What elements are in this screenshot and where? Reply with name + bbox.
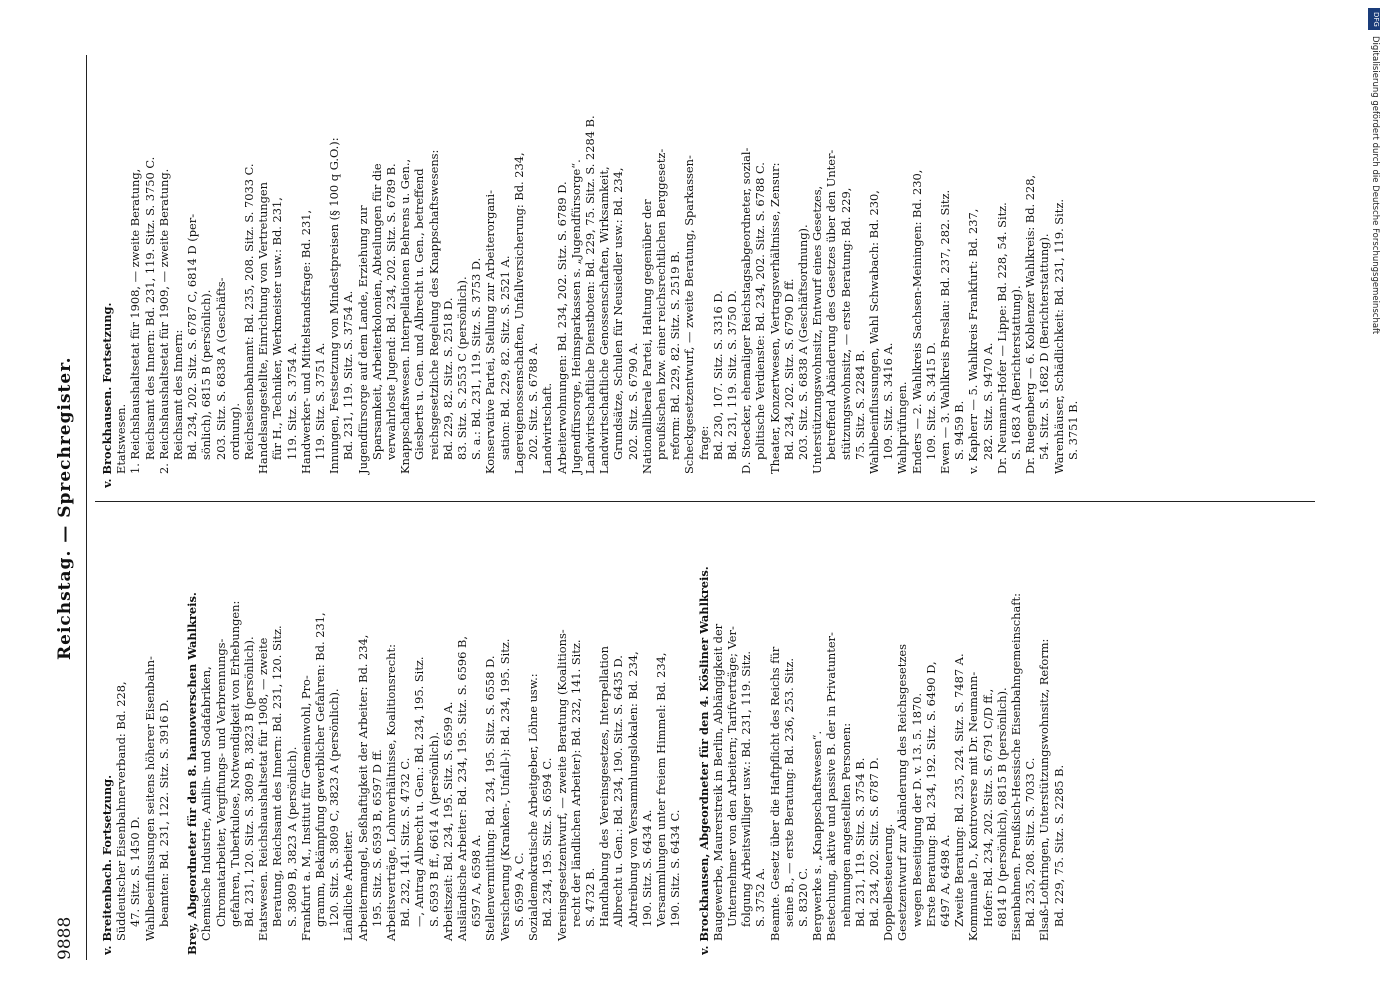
index-line: S. 9459 B. bbox=[952, 400, 967, 460]
index-line: Sparsamkeit, Arbeiterkolonien, Abteilungen für die bbox=[369, 163, 384, 460]
index-line: stützungswohnsitz, — erste Beratung: Bd. 229, bbox=[838, 187, 853, 460]
index-line: Kommunale D., Kontroverse mit Dr. Neumann- bbox=[966, 671, 981, 941]
index-line: 1. Reichshaushaltsetat für 1908, — zweite Beratung, bbox=[128, 168, 143, 474]
index-line: Enders — 2. Wahlkreis Sachsen-Meiningen: Bd. 230, bbox=[909, 169, 924, 474]
index-line: 190. Sitz. S. 6434 C. bbox=[668, 809, 683, 927]
index-line: 47. Sitz. S. 1450 D. bbox=[128, 816, 143, 927]
index-line: S. 4732 B. bbox=[582, 867, 597, 927]
index-line: Eisenbahnen. Preußisch-Hessische Eisenbahngemeinschaft: bbox=[1009, 593, 1023, 941]
index-line: Ewen — 3. Wahlkreis Breslau: Bd. 237, 282. Sitz. bbox=[937, 189, 952, 474]
index-line: Gesetzentwurf zur Abänderung des Reichsgesetzes bbox=[895, 644, 910, 941]
running-title: Reichstag. — Sprechregister. bbox=[55, 356, 75, 660]
index-line: Landwirtschaft. bbox=[540, 382, 555, 474]
index-line: Landwirtschaftliche Genossenschaften, Wirksamkeit, bbox=[597, 166, 612, 474]
index-line: Innungen, Festsetzung von Mindestpreisen (§ 100 q G.O.): bbox=[327, 137, 342, 474]
index-line: folgung Arbeitswilliger usw.: Bd. 231, 119. Sitz. bbox=[739, 651, 754, 927]
page-number: 9888 bbox=[55, 916, 75, 960]
index-line: S. 6593 B ff., 6614 A (persönlich). bbox=[426, 731, 441, 927]
index-line: Arbeitszeit: Bd. 234, 195. Sitz. S. 6599 A. bbox=[440, 701, 455, 941]
index-line: Wahlbeeinflussungen, Wahl Schwabach: Bd. 230, bbox=[866, 190, 881, 474]
index-line: Handelsangestellte, Einrichtung von Vertretungen bbox=[256, 181, 271, 474]
index-line: Grundsätze, Schulen für Neusiedler usw.: Bd. 234, bbox=[611, 167, 626, 460]
index-line: Süddeutscher Eisenbahnerverband: Bd. 228, bbox=[114, 681, 129, 941]
index-line: seine B., — erste Beratung: Bd. 236, 253. Sitz. bbox=[781, 657, 796, 927]
index-line: Arbeiterwohnungen: Bd. 234, 202. Sitz. S. 6789 D. bbox=[554, 181, 569, 474]
index-line: Bd. 231, 119. Sitz. S. 3750 D. bbox=[724, 290, 739, 460]
entry-heading: v. Breitenbach. Fortsetzung. bbox=[100, 774, 114, 955]
index-line: Chemische Industrie, Anilin- und Sodafabriken, bbox=[199, 666, 214, 941]
entry-heading: v. Brockhausen, Abgeordneter für den 4. Kösliner Wahlkreis. bbox=[696, 566, 711, 955]
index-line: Knappschaftswesen. Interpellationen Behrens u. Gen., bbox=[398, 158, 413, 474]
index-line: Reichsamt des Innern: Bd. 231, 119. Sitz. S. 3750 C. bbox=[142, 156, 157, 460]
right-column bbox=[100, 43, 1325, 488]
index-line: Bd. 234, 202. Sitz. S. 6787 D. bbox=[866, 757, 881, 927]
index-line: Ausländische Arbeiter: Bd. 234, 195. Sitz. S. 6596 B, bbox=[455, 636, 470, 941]
index-line: recht der ländlichen Arbeiter): Bd. 232, 141. Sitz. bbox=[568, 639, 583, 927]
index-line: Arbeitermangel, Seßhaftigkeit der Arbeiter: Bd. 234, bbox=[355, 634, 370, 941]
index-line: preußischen bzw. einer reichsrechtlichen Berggesetz- bbox=[653, 148, 668, 460]
index-line: 2. Reichshaushaltsetat für 1909, — zweite Beratung. bbox=[156, 168, 171, 474]
index-line: politische Verdienste: Bd. 234, 202. Sitz. S. 6788 C. bbox=[753, 162, 768, 460]
index-line: Theater, Konzertwesen, Vertragsverhältnisse, Zensur: bbox=[767, 162, 782, 474]
index-line: Versammlungen unter freiem Himmel: Bd. 234, bbox=[653, 652, 668, 927]
index-line: 109. Sitz. S. 3415 D. bbox=[923, 342, 938, 460]
index-line: 203. Sitz. S. 6838 A (Geschäfts- bbox=[213, 277, 228, 460]
index-line: S. 3751 B. bbox=[1065, 400, 1080, 460]
index-line: betreffend Abänderung des Gesetzes über den Unter- bbox=[824, 149, 839, 460]
index-line: Ländliche Arbeiter. bbox=[341, 830, 356, 941]
index-line: 6597 A, 6598 A. bbox=[469, 834, 484, 927]
index-line: Dr. Neumann-Hofer — Lippe: Bd. 228, 54. Sitz. bbox=[994, 202, 1009, 474]
index-line: sation: Bd. 229, 82. Sitz. S. 2521 A. bbox=[497, 255, 512, 460]
index-line: Vereinsgesetzentwurf, — zweite Beratung (Koalitions- bbox=[554, 629, 569, 941]
index-line: Bd. 234, 202. Sitz. S. 6787 C, 6814 D (per- bbox=[185, 213, 200, 460]
index-line: Reichseisenbahnamt: Bd. 235, 208. Sitz. S. 7033 C. bbox=[242, 163, 257, 460]
index-line: S. 3752 A. bbox=[753, 867, 768, 927]
index-line: Beamte. Gesetz über die Haftpflicht des Reichs für bbox=[767, 646, 782, 941]
entry-heading: v. Brockhausen. Fortsetzung. bbox=[100, 302, 114, 488]
index-line bbox=[171, 510, 185, 955]
index-line: Arbeitsverträge, Lohnverhältnisse, Koalitionsrecht: bbox=[384, 644, 399, 941]
index-line: S. 1683 A (Berichterstattung). bbox=[1009, 285, 1023, 460]
index-line: 282. Sitz. S. 9470 A. bbox=[980, 342, 995, 460]
index-line: Hofer: Bd. 234, 202. Sitz. S. 6791 C/D ff., bbox=[980, 688, 995, 927]
index-line: Albrecht u. Gen.: Bd. 234, 190. Sitz. S. 6435 D. bbox=[611, 655, 626, 927]
index-line: Unternehmer von den Arbeitern; Tarifverträge; Ver- bbox=[724, 626, 739, 927]
index-line: 202. Sitz. S. 6788 A. bbox=[526, 342, 541, 460]
index-line: reichsgesetzliche Regelung des Knappschaftswesens: bbox=[426, 149, 441, 460]
index-line: wegen Beseitigung der D. v. 13. 5. 1870. bbox=[909, 692, 924, 927]
index-line: Doppelbesteuerung. bbox=[881, 823, 896, 941]
index-line: Bd. 229, 75. Sitz. S. 2285 B. bbox=[1051, 764, 1066, 927]
index-line: 120. Sitz. S. 3809 C, 3823 A (persönlich). bbox=[327, 688, 342, 927]
index-line: v. Kapherr — 5. Wahlkreis Frankfurt: Bd. 237, bbox=[966, 208, 981, 474]
index-line: Wahlbeeinflussungen seitens höherer Eisenbahn- bbox=[142, 656, 157, 941]
index-line: Bd. 232, 141. Sitz. S. 4732 C. bbox=[398, 757, 413, 927]
index-line: Konservative Partei, Stellung zur Arbeiterorgani- bbox=[483, 190, 498, 474]
index-line: Warenhäuser, Schädlichkeit: Bd. 231, 119. Sitz. bbox=[1051, 199, 1066, 474]
index-line: 119. Sitz. S. 3754 A. bbox=[284, 342, 299, 460]
header-rule bbox=[86, 55, 87, 960]
index-line: für H., Techniker, Werkmeister usw.: Bd. 231, bbox=[270, 197, 285, 460]
index-line: Frankfurt a. M., Institut für Gemeinwohl, Pro- bbox=[298, 675, 313, 941]
index-line: gramm, Bekämpfung gewerblicher Gefahren: Bd. 231, bbox=[313, 612, 328, 927]
index-line: 54. Sitz. S. 1682 D (Berichterstattung). bbox=[1037, 233, 1052, 460]
index-line: Beratung, Reichsamt des Innern: Bd. 231, 120. Sitz. bbox=[270, 625, 285, 927]
index-line: 75. Sitz. S. 2284 B. bbox=[852, 349, 867, 460]
index-line: Scheckgesetzentwurf, — zweite Beratung, Sparkassen- bbox=[682, 155, 697, 474]
index-line: Versicherung (Kranken-, Unfall-): Bd. 234, 195. Sitz. bbox=[497, 638, 512, 941]
index-line: Bd. 230, 107. Sitz. S. 3316 D. bbox=[710, 290, 725, 460]
index-line: Wahlprüfungen. bbox=[895, 381, 910, 474]
index-line: Bd. 229, 82. Sitz. S. 2518 D. bbox=[440, 297, 455, 460]
index-line: Dr. Ruegenberg — 6. Koblenzer Wahlkreis: Bd. 228, bbox=[1023, 174, 1038, 474]
index-line: Elsaß-Lothringen, Unterstützungswohnsitz, Reform: bbox=[1037, 638, 1052, 941]
index-line: Bd. 231, 119. Sitz. S. 3754 B. bbox=[852, 757, 867, 927]
index-line: Baugewerbe, Maurerstreik in Berlin, Abhängigkeit der bbox=[710, 623, 725, 941]
index-line: Nationalliberale Partei, Haltung gegenüber der bbox=[639, 199, 654, 474]
index-line: D. Stoecker, ehemaliger Reichstagsabgeordneter, sozial- bbox=[739, 147, 754, 474]
index-line: gefahren, Tuberkulose, Notwendigkeit von Erhebungen: bbox=[227, 600, 242, 927]
index-line: Chromatarbeiter, Vergiftungs- und Verbrennungs- bbox=[213, 638, 228, 927]
index-line bbox=[682, 510, 696, 955]
column-separator bbox=[95, 501, 1315, 502]
index-line: Lagereigenossenschaften, Unfallversicherung: Bd. 234, bbox=[511, 152, 526, 474]
index-line: Handhabung des Vereinsgesetzes, Interpellation bbox=[597, 646, 612, 927]
index-line: S. 8320 C. bbox=[795, 867, 810, 927]
index-line: —, Antrag Albrecht u. Gen.: Bd. 234, 195. Sitz. bbox=[412, 656, 427, 927]
index-line: Bd. 234, 195. Sitz. S. 6594 C. bbox=[540, 757, 555, 927]
index-line: Reichsamt des Innern: bbox=[171, 329, 186, 460]
index-line: 83. Sitz. S. 2553 C (persönlich). bbox=[455, 276, 470, 460]
index-line: Giesberts u. Gen. und Albrecht u. Gen., betreffend bbox=[412, 168, 427, 460]
index-line: Zweite Beratung: Bd. 235, 224. Sitz. S. 7487 A. bbox=[952, 653, 967, 927]
index-line: Sozialdemokratische Arbeitgeber, Löhne usw.: bbox=[526, 673, 541, 941]
dfg-logo bbox=[1368, 8, 1380, 30]
index-line: ordnung). bbox=[227, 403, 242, 460]
index-line: S. a.: Bd. 231, 119. Sitz. S. 3753 D. bbox=[469, 257, 484, 460]
index-line: 195. Sitz. S. 6593 B, 6597 D ff. bbox=[369, 749, 384, 927]
index-line: Bd. 231, 120. Sitz. S. 3809 B, 3823 B (persönlich). bbox=[242, 636, 257, 927]
index-line: 6814 D (persönlich), 6815 B (persönlich). bbox=[994, 687, 1009, 927]
dfg-logo-text: DFG bbox=[1372, 11, 1380, 27]
index-line: verwahrloste Jugend: Bd. 234, 202. Sitz. S. 6789 B. bbox=[384, 163, 399, 460]
index-line: Bd. 234, 202. Sitz. S. 6790 D ff. bbox=[781, 278, 796, 460]
entry-heading: Brey, Abgeordneter für den 8. hannoverschen Wahlkreis. bbox=[185, 592, 200, 955]
index-line: Abtreibung von Versammlungslokalen: Bd. 234, bbox=[625, 651, 640, 927]
index-line: S. 3809 B, 3823 A (persönlich). bbox=[284, 746, 299, 927]
index-line: Erste Beratung: Bd. 234, 192. Sitz. S. 6490 D, bbox=[923, 661, 938, 927]
index-line: 119. Sitz. S. 3751 A. bbox=[313, 342, 328, 460]
index-line: 6497 A, 6498 A. bbox=[937, 834, 952, 927]
index-line: Etatswesen. bbox=[114, 403, 129, 474]
index-line: Bd. 235, 208. Sitz. S. 7033 C. bbox=[1023, 757, 1038, 927]
index-line: reform: Bd. 229, 82. Sitz. S. 2519 B. bbox=[668, 250, 683, 460]
digitization-credit: Digitalisierung gefördert durch die Deutsche Forschungsgemeinschaft bbox=[1370, 36, 1380, 335]
index-line: Bergwerke s. „Knappschaftswesen“. bbox=[810, 730, 825, 941]
index-line: S. 6599 A, C. bbox=[511, 852, 526, 927]
index-line: Handwerker- und Mittelstandsfrage: Bd. 231, bbox=[298, 209, 313, 474]
index-line: sönlich), 6815 B (persönlich). bbox=[199, 289, 214, 460]
index-line: 190. Sitz. S. 6434 A. bbox=[639, 809, 654, 927]
index-line: Bd. 231, 119. Sitz. S. 3754 A. bbox=[341, 290, 356, 460]
index-line: Etatswesen. Reichshaushaltsetat für 1908, — zweite bbox=[256, 637, 271, 941]
index-line: 109. Sitz. S. 3416 A. bbox=[881, 342, 896, 460]
index-line: Stellenvermittlung: Bd. 234, 195. Sitz. S. 6558 D. bbox=[483, 655, 498, 941]
index-line: Jugendfürsorge, Heimsparkassen s. „Jugendfürsorge“. bbox=[568, 159, 583, 474]
index-line: Landwirtschaftliche Dienstboten: Bd. 229, 75. Sitz. S. 2284 B. bbox=[582, 115, 597, 474]
index-line: Jugendfürsorge auf dem Lande, Erziehung zur bbox=[355, 205, 370, 474]
page-header bbox=[55, 40, 85, 960]
index-line: Unterstützungswohnsitz, Entwurf eines Gesetzes, bbox=[810, 185, 825, 474]
index-line: frage: bbox=[696, 425, 711, 460]
left-column bbox=[100, 510, 1325, 955]
index-line: 203. Sitz. S. 6838 A (Geschäftsordnung). bbox=[795, 224, 810, 460]
index-line: beamten: Bd. 231, 122. Sitz. S. 3916 D. bbox=[156, 699, 171, 927]
index-line: Bestechung, aktive und passive B. der in Privatunter- bbox=[824, 632, 839, 941]
index-line: 202. Sitz. S. 6790 A. bbox=[625, 342, 640, 460]
index-line: nehmungen angestellten Personen: bbox=[838, 722, 853, 927]
